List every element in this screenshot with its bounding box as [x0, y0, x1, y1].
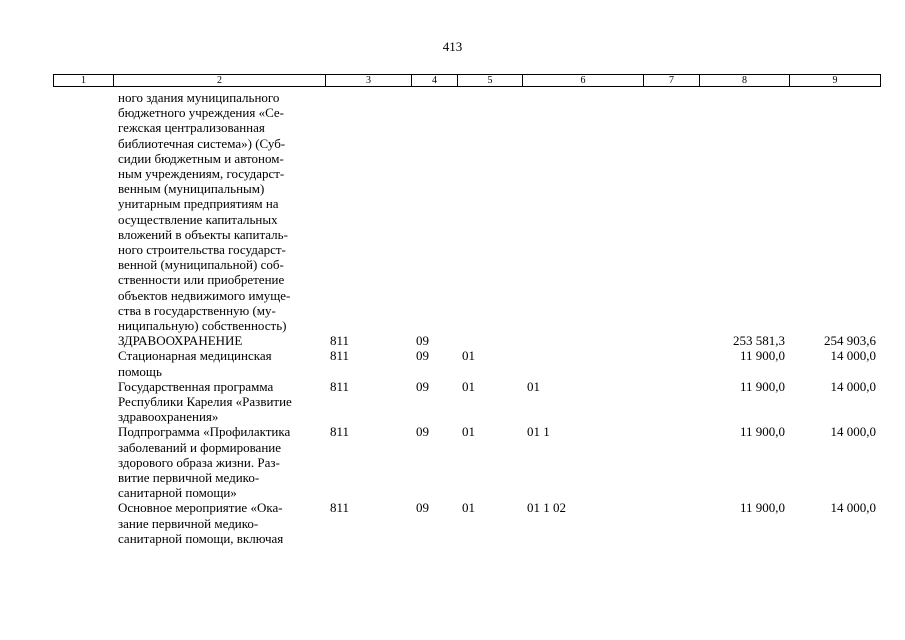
row-name-line: витие первичной медико- — [118, 470, 260, 486]
page-number: 413 — [442, 39, 463, 54]
row-name-line: зание первичной медико- — [118, 515, 259, 531]
row-name-line: здорового образа жизни. Раз- — [118, 454, 280, 470]
cell-col1 — [54, 379, 114, 425]
row-name-line: ства в государственную (му- — [118, 302, 276, 318]
row-name-line: Стационарная медицинская — [118, 348, 272, 364]
cell-c4 — [412, 87, 458, 334]
cell-c8: 11 900,0 — [739, 424, 785, 440]
table-row — [54, 379, 881, 425]
header-row — [54, 75, 881, 87]
column-header: 6 — [523, 75, 644, 87]
cell-c6: 01 — [527, 378, 540, 394]
cell-c5: 01 — [462, 424, 475, 440]
row-name-line: ного здания муниципального — [118, 90, 280, 105]
row-name-line: заболеваний и формирование — [118, 439, 282, 455]
cell-c7 — [644, 87, 700, 334]
cell-c4: 09 — [416, 378, 429, 394]
cell-c9: 14 000,0 — [830, 424, 876, 440]
cell-c8: 11 900,0 — [739, 500, 785, 516]
cell-c3: 811 — [330, 333, 350, 349]
cell-c5: 01 — [462, 348, 475, 364]
row-name-line: библиотечная система») (Суб- — [118, 135, 286, 151]
column-header: 2 — [114, 75, 326, 87]
cell-c9 — [790, 87, 881, 334]
cell-c8: 11 900,0 — [739, 348, 785, 364]
row-name-line: ЗДРАВООХРАНЕНИЕ — [118, 333, 243, 349]
row-name-line: сидии бюджетным и автоном- — [118, 150, 284, 166]
row-name-line: ного строительства государст- — [118, 242, 286, 258]
cell-c5 — [458, 333, 523, 348]
cell-c7 — [644, 379, 700, 425]
row-name-line: вложений в объекты капиталь- — [118, 226, 288, 242]
cell-c6: 01 1 02 — [527, 500, 566, 516]
cell-c6 — [523, 87, 644, 334]
column-header: 3 — [326, 75, 412, 87]
row-name — [114, 333, 326, 348]
cell-c9: 254 903,6 — [824, 333, 876, 349]
row-name-line: здравоохранения» — [118, 409, 219, 425]
cell-c7 — [644, 500, 700, 546]
column-header: 5 — [458, 75, 523, 87]
cell-col1 — [54, 87, 114, 334]
row-name-line: санитарной помощи» — [118, 485, 237, 501]
cell-c3: 811 — [330, 424, 350, 440]
cell-c3: 811 — [330, 378, 350, 394]
column-header: 1 — [54, 75, 114, 87]
row-name-line: ниципальную) собственность) — [118, 318, 287, 334]
row-name-line: осуществление капитальных — [118, 211, 278, 227]
row-name — [114, 87, 326, 334]
cell-c9: 14 000,0 — [830, 500, 876, 516]
row-name-line: санитарной помощи, включая — [118, 530, 284, 546]
row-name-line: Государственная программа — [118, 378, 274, 394]
cell-col1 — [54, 348, 114, 378]
row-name-line: Подпрограмма «Профилактика — [118, 424, 291, 440]
cell-c7 — [644, 348, 700, 378]
table-row — [54, 500, 881, 546]
row-name-line: венным (муниципальным) — [118, 181, 265, 197]
cell-c4: 09 — [416, 333, 429, 349]
row-name-line: помощь — [118, 363, 162, 379]
row-name-line: ным учреждениям, государст- — [118, 166, 285, 182]
row-name-line: Республики Карелия «Развитие — [118, 394, 292, 410]
row-name-line: объектов недвижимого имуще- — [118, 287, 291, 303]
cell-c7 — [644, 424, 700, 500]
table-body — [54, 87, 881, 547]
cell-c3 — [326, 87, 412, 334]
row-name-line: гежская централизованная — [118, 120, 265, 136]
cell-c5 — [458, 87, 523, 334]
column-header: 7 — [644, 75, 700, 87]
table-row — [54, 348, 881, 378]
cell-c5: 01 — [462, 500, 475, 516]
cell-c9: 14 000,0 — [830, 378, 876, 394]
row-name-line: ственности или приобретение — [118, 272, 285, 288]
row-name-line: бюджетного учреждения «Се- — [118, 105, 285, 121]
row-name-line: унитарным предприятиям на — [118, 196, 279, 212]
row-name — [114, 348, 326, 378]
cell-c3: 811 — [330, 500, 350, 516]
cell-c3: 811 — [330, 348, 350, 364]
budget-table — [53, 74, 881, 546]
row-name — [114, 424, 326, 500]
cell-c7 — [644, 333, 700, 348]
table-row — [54, 87, 881, 334]
column-header: 8 — [700, 75, 790, 87]
column-header: 9 — [790, 75, 881, 87]
cell-col1 — [54, 424, 114, 500]
cell-col1 — [54, 333, 114, 348]
cell-c8: 11 900,0 — [739, 378, 785, 394]
row-name-line: Основное мероприятие «Ока- — [118, 500, 283, 516]
column-header: 4 — [412, 75, 458, 87]
row-name — [114, 379, 326, 425]
cell-c6: 01 1 — [527, 424, 550, 440]
cell-c4: 09 — [416, 348, 429, 364]
cell-c9: 14 000,0 — [830, 348, 876, 364]
row-name — [114, 500, 326, 546]
row-name-line: венной (муниципальной) соб- — [118, 257, 284, 273]
table-row — [54, 333, 881, 348]
cell-c6 — [523, 348, 644, 378]
cell-c4: 09 — [416, 424, 429, 440]
cell-c8: 253 581,3 — [733, 333, 785, 349]
cell-c6 — [523, 333, 644, 348]
table-row — [54, 424, 881, 500]
cell-c4: 09 — [416, 500, 429, 516]
cell-col1 — [54, 500, 114, 546]
cell-c5: 01 — [462, 378, 475, 394]
cell-c8 — [700, 87, 790, 334]
